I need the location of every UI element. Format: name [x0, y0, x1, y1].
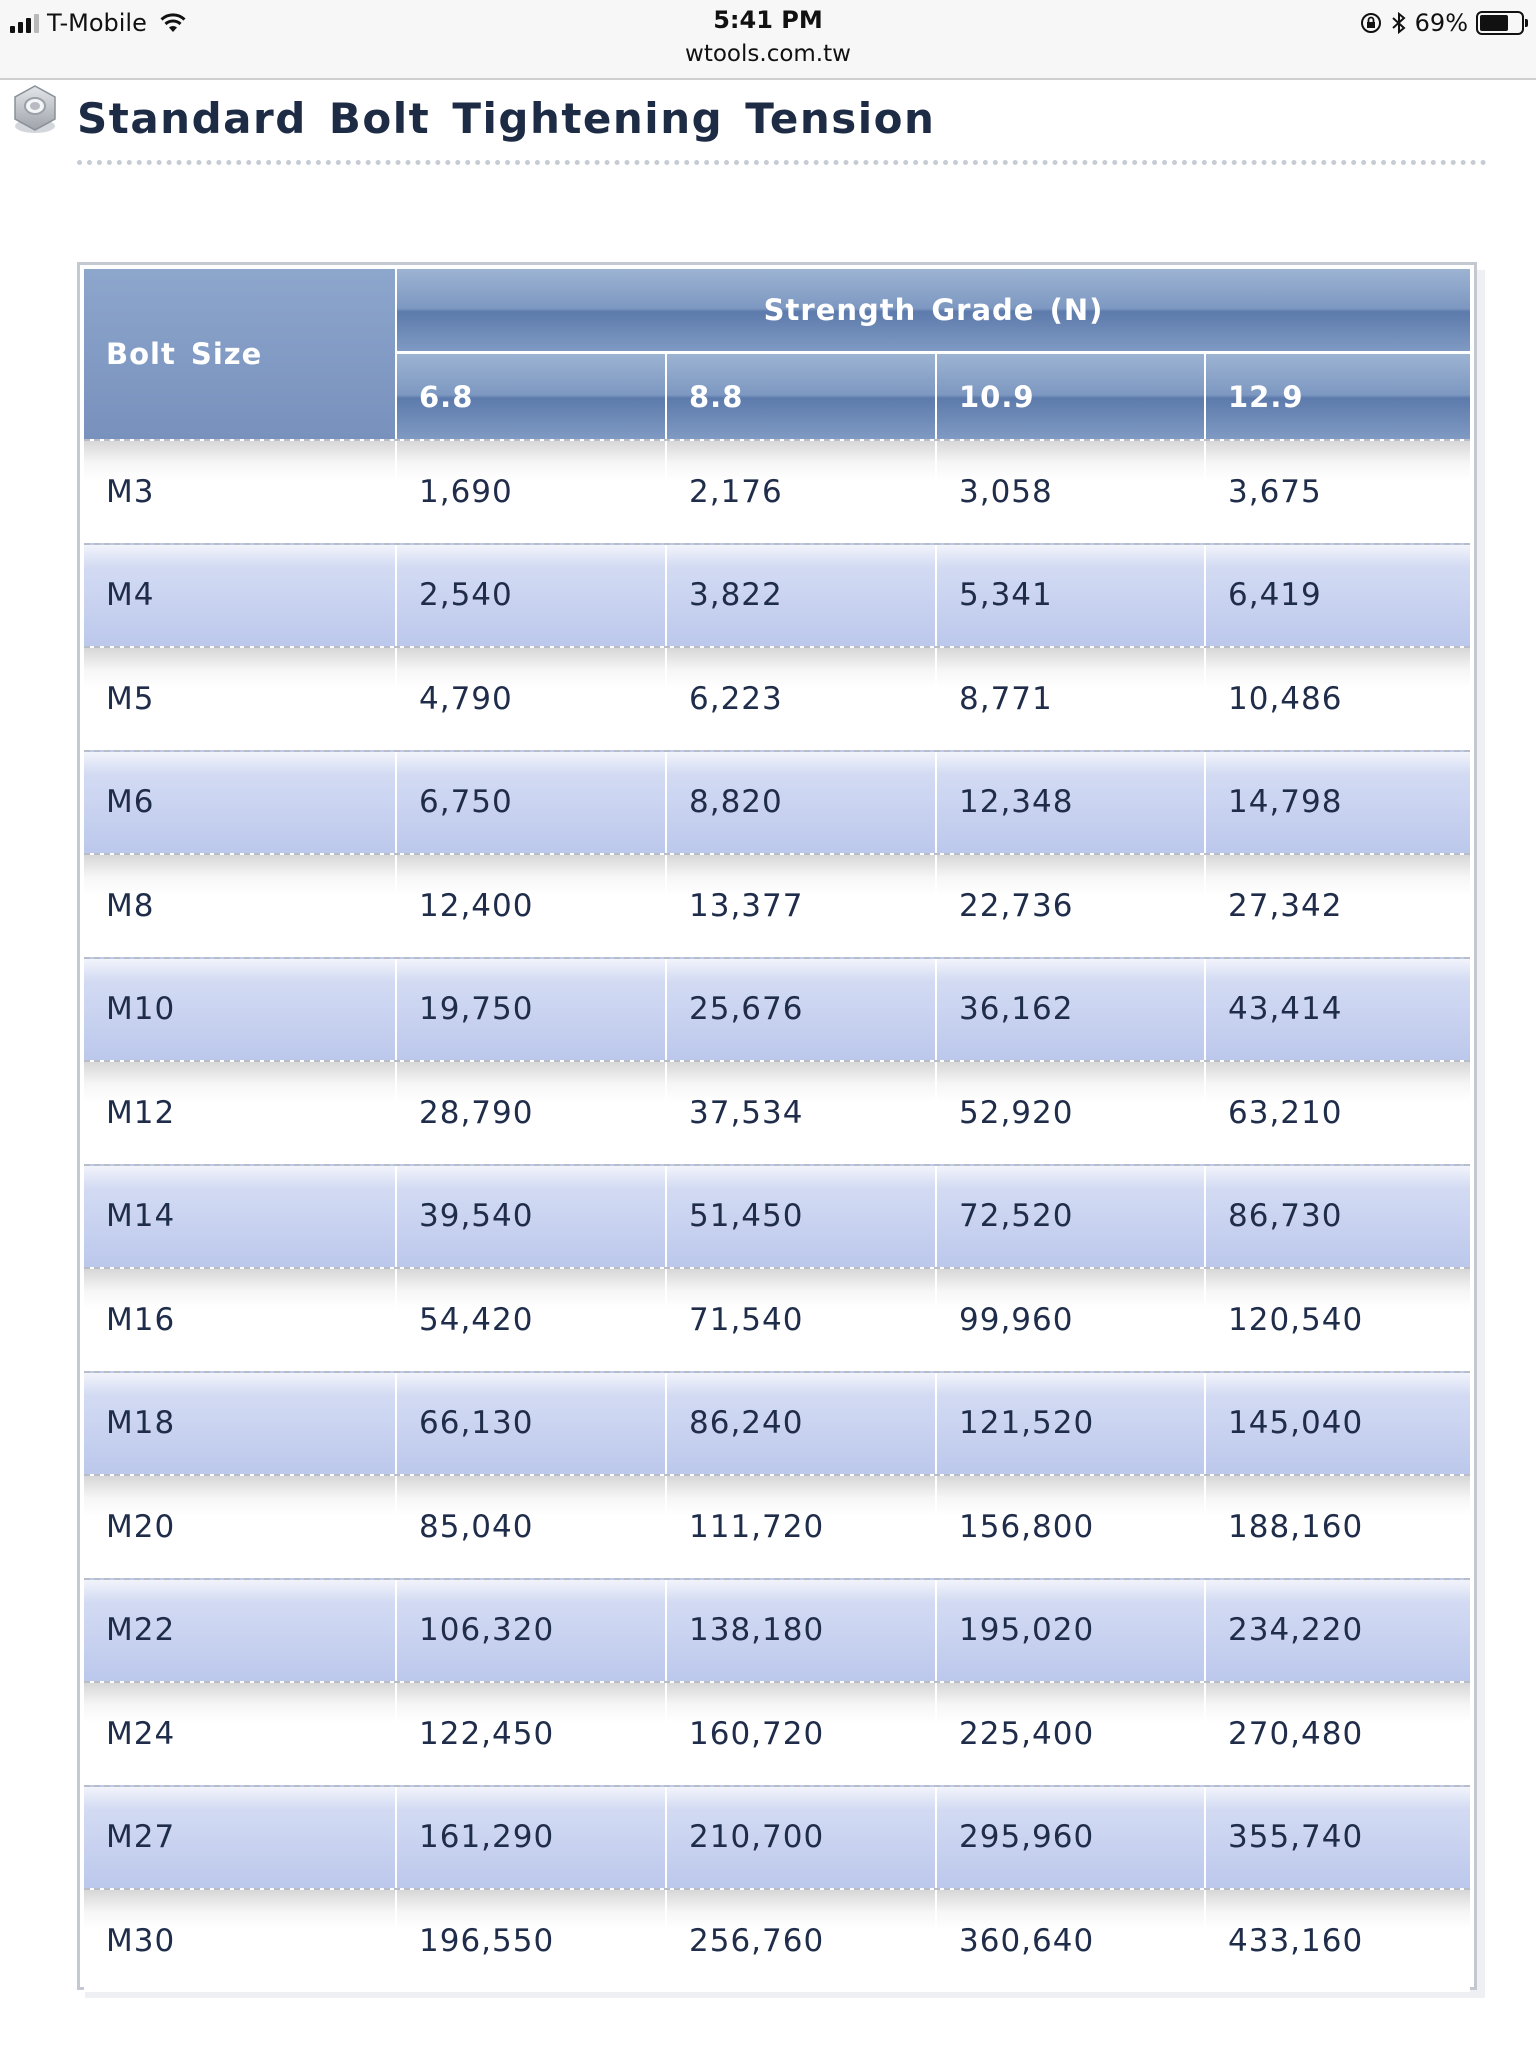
- tension-value-cell: 37,534: [689, 1094, 804, 1131]
- column-header-grade-6-8: 6.8: [397, 354, 665, 439]
- tension-value-cell: 6,419: [1228, 577, 1322, 614]
- status-bar: [0, 0, 1536, 80]
- carrier-name: T-Mobile: [47, 9, 147, 37]
- tension-value-cell: 270,480: [1228, 1715, 1364, 1752]
- table-row: [84, 1474, 1470, 1578]
- tension-value-cell: 86,730: [1228, 1198, 1343, 1235]
- tension-value-cell: 210,700: [689, 1819, 825, 1856]
- tension-value-cell: 145,040: [1228, 1405, 1364, 1442]
- bolt-size-cell: M14: [106, 1198, 176, 1235]
- tension-value-cell: 5,341: [959, 577, 1053, 614]
- tension-value-cell: 3,822: [689, 577, 783, 614]
- tension-value-cell: 2,540: [419, 577, 513, 614]
- tension-value-cell: 86,240: [689, 1405, 804, 1442]
- table-row: [84, 646, 1470, 750]
- tension-value-cell: 52,920: [959, 1094, 1074, 1131]
- column-header-grade-8-8: 8.8: [667, 354, 935, 439]
- bolt-size-cell: M4: [106, 577, 155, 614]
- tension-value-cell: 2,176: [689, 473, 783, 510]
- tension-value-cell: 225,400: [959, 1715, 1095, 1752]
- tension-value-cell: 36,162: [959, 991, 1074, 1028]
- tension-value-cell: 122,450: [419, 1715, 555, 1752]
- tension-value-cell: 72,520: [959, 1198, 1074, 1235]
- tension-value-cell: 111,720: [689, 1508, 825, 1545]
- tension-value-cell: 71,540: [689, 1301, 804, 1338]
- status-right: [1359, 6, 1524, 40]
- tension-value-cell: 85,040: [419, 1508, 534, 1545]
- tension-value-cell: 14,798: [1228, 784, 1343, 821]
- tension-value-cell: 161,290: [419, 1819, 555, 1856]
- tension-value-cell: 188,160: [1228, 1508, 1364, 1545]
- table-row: [84, 853, 1470, 957]
- tension-value-cell: 8,771: [959, 680, 1053, 717]
- tension-value-cell: 295,960: [959, 1819, 1095, 1856]
- tension-value-cell: 22,736: [959, 887, 1074, 924]
- tension-value-cell: 19,750: [419, 991, 534, 1028]
- battery-fill: [1480, 15, 1508, 31]
- bluetooth-icon: [1391, 11, 1407, 35]
- column-header-bolt-size: Bolt Size: [84, 269, 395, 439]
- tension-value-cell: 54,420: [419, 1301, 534, 1338]
- address-url[interactable]: wtools.com.tw: [685, 41, 851, 67]
- table-row: [84, 1888, 1470, 1992]
- bolt-size-cell: M27: [106, 1819, 176, 1856]
- tension-value-cell: 120,540: [1228, 1301, 1364, 1338]
- tension-value-cell: 156,800: [959, 1508, 1095, 1545]
- battery-icon: [1476, 11, 1524, 35]
- table-row: [84, 957, 1470, 1061]
- table-row: [84, 1681, 1470, 1785]
- table-row: [84, 1578, 1470, 1682]
- bolt-tension-table: [77, 262, 1477, 1990]
- table-header: [84, 269, 1470, 439]
- tension-value-cell: 3,058: [959, 473, 1053, 510]
- tension-value-cell: 10,486: [1228, 680, 1343, 717]
- bolt-size-cell: M6: [106, 784, 155, 821]
- table-body: [84, 269, 1470, 1992]
- tension-value-cell: 13,377: [689, 887, 804, 924]
- tension-value-cell: 4,790: [419, 680, 513, 717]
- tension-value-cell: 160,720: [689, 1715, 825, 1752]
- tension-value-cell: 433,160: [1228, 1922, 1364, 1959]
- tension-value-cell: 66,130: [419, 1405, 534, 1442]
- tension-value-cell: 63,210: [1228, 1094, 1343, 1131]
- column-group-strength-grade: Strength Grade (N): [397, 269, 1470, 351]
- tension-value-cell: 256,760: [689, 1922, 825, 1959]
- hex-nut-icon: [10, 82, 60, 136]
- tension-value-cell: 6,223: [689, 680, 783, 717]
- tension-value-cell: 27,342: [1228, 887, 1343, 924]
- tension-value-cell: 195,020: [959, 1612, 1095, 1649]
- column-header-grade-10-9: 10.9: [937, 354, 1204, 439]
- tension-value-cell: 121,520: [959, 1405, 1095, 1442]
- page-title: Standard Bolt Tightening Tension: [77, 94, 936, 143]
- tension-value-cell: 8,820: [689, 784, 783, 821]
- table-row: [84, 543, 1470, 647]
- bolt-size-cell: M8: [106, 887, 155, 924]
- bolt-size-cell: M20: [106, 1508, 176, 1545]
- page-header: [0, 80, 1536, 170]
- bolt-size-cell: M12: [106, 1094, 176, 1131]
- tension-value-cell: 25,676: [689, 991, 804, 1028]
- tension-value-cell: 196,550: [419, 1922, 555, 1959]
- bolt-size-cell: M24: [106, 1715, 176, 1752]
- tension-value-cell: 39,540: [419, 1198, 534, 1235]
- table-row: [84, 1371, 1470, 1475]
- tension-value-cell: 234,220: [1228, 1612, 1364, 1649]
- tension-value-cell: 12,348: [959, 784, 1074, 821]
- tension-value-cell: 28,790: [419, 1094, 534, 1131]
- bolt-size-cell: M22: [106, 1612, 176, 1649]
- bolt-size-cell: M10: [106, 991, 176, 1028]
- tension-value-cell: 360,640: [959, 1922, 1095, 1959]
- bolt-size-cell: M3: [106, 473, 155, 510]
- tension-value-cell: 3,675: [1228, 473, 1322, 510]
- bolt-size-cell: M30: [106, 1922, 176, 1959]
- tension-value-cell: 1,690: [419, 473, 513, 510]
- tension-value-cell: 6,750: [419, 784, 513, 821]
- bolt-size-cell: M16: [106, 1301, 176, 1338]
- orientation-lock-icon: [1359, 11, 1383, 35]
- tension-value-cell: 99,960: [959, 1301, 1074, 1338]
- table-row: [84, 1060, 1470, 1164]
- table-row: [84, 1785, 1470, 1889]
- tension-value-cell: 106,320: [419, 1612, 555, 1649]
- bolt-size-cell: M5: [106, 680, 155, 717]
- tension-value-cell: 12,400: [419, 887, 534, 924]
- table-row: [84, 439, 1470, 543]
- battery-percent: 69%: [1414, 9, 1468, 37]
- table-row: [84, 1267, 1470, 1371]
- tension-value-cell: 355,740: [1228, 1819, 1364, 1856]
- table-row: [84, 750, 1470, 854]
- table-row: [84, 1164, 1470, 1268]
- bolt-size-cell: M18: [106, 1405, 176, 1442]
- tension-value-cell: 43,414: [1228, 991, 1343, 1028]
- tension-value-cell: 51,450: [689, 1198, 804, 1235]
- clock: 5:41 PM: [713, 6, 823, 34]
- column-header-grade-12-9: 12.9: [1206, 354, 1470, 439]
- title-divider: [77, 160, 1487, 165]
- tension-value-cell: 138,180: [689, 1612, 825, 1649]
